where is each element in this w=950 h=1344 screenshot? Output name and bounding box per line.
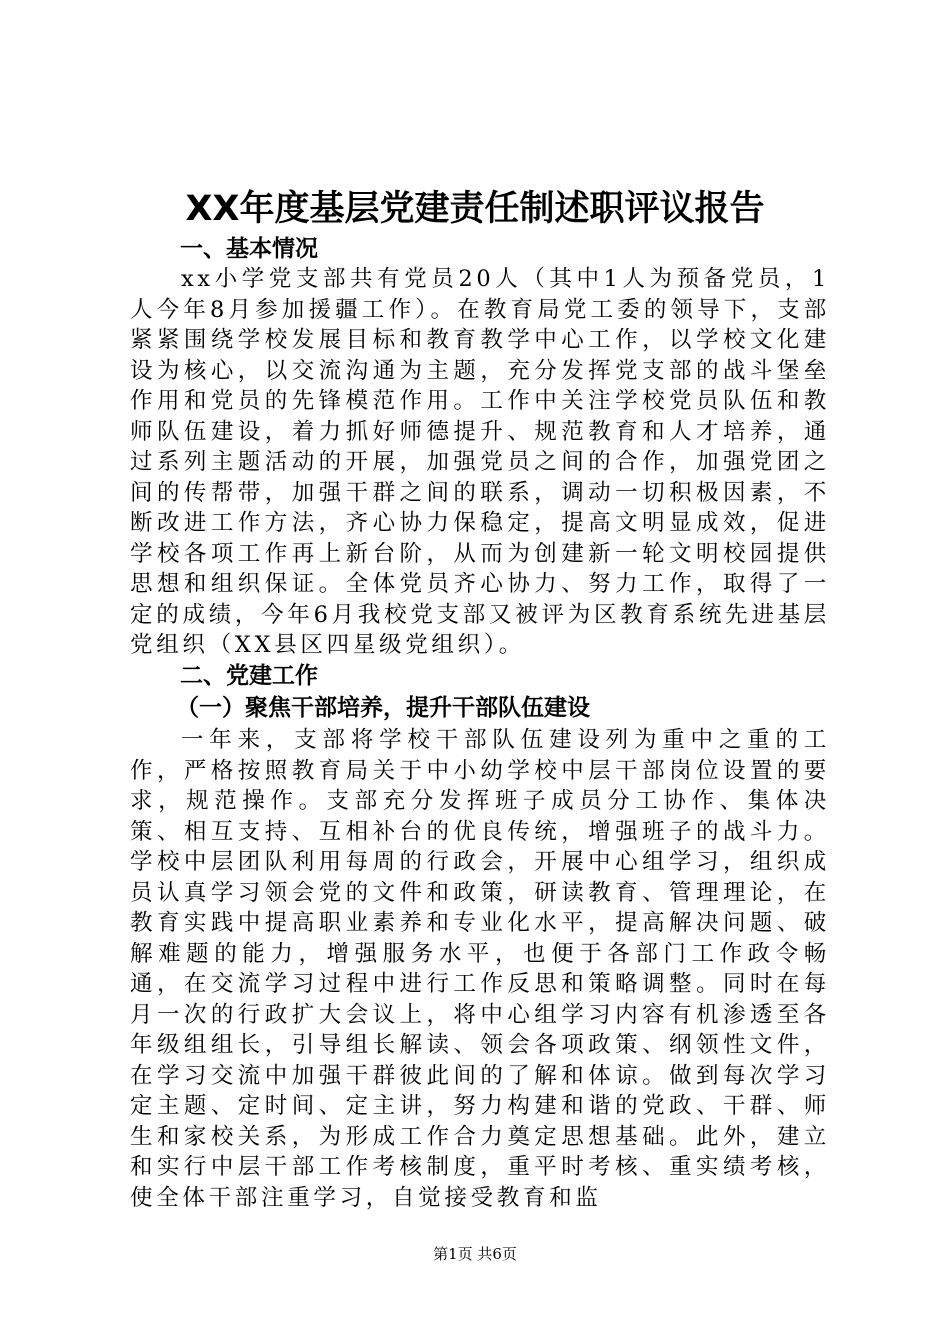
basic-info-paragraph: xx小学党支部共有党员20人（其中1人为预备党员，1人今年8月参加援疆工作）。在教育局党工委的领导下，支部紧紧围绕学校发展目标和教育教学中心工作，以学校文化建设为核心，以交流沟通为主题，充分发挥党支部的战斗堡垒作用和党员的先锋模范作用。工作中关注学校党员队伍和教师队伍建设，着力抓好师德提升、规范教育和人才培养，通过系列主题活动的开展，加强党员之间的合作，加强党团之间的传帮带，加强干群之间的联系，调动一切积极因素，不断改进工作方法，齐心协力保稳定，提高文明显成效，促进学校各项工作再上新台阶，从而为创建新一轮文明校园提供思想和组织保证。全体党员齐心协力、努力工作，取得了一定的成绩，今年6月我校党支部又被评为区教育系统先进基层党组织（XX县区四星级党组织）。 xyxy=(130,266,830,658)
section-heading-party-work: 二、党建工作 xyxy=(180,663,318,689)
subsection-heading-cadre-training: （一）聚焦干部培养，提升干部队伍建设 xyxy=(176,695,590,721)
section-heading-basic-info: 一、基本情况 xyxy=(180,236,318,262)
page-number-footer: 第1页 共6页 xyxy=(433,1245,517,1263)
document-title: XX年度基层党建责任制述职评议报告 xyxy=(185,189,765,229)
cadre-training-paragraph: 一年来，支部将学校干部队伍建设列为重中之重的工作，严格按照教育局关于中小幼学校中层干部岗位设置的要求，规范操作。支部充分发挥班子成员分工协作、集体决策、相互支持、互相补台的优良传统，增强班子的战斗力。学校中层团队利用每周的行政会，开展中心组学习，组织成员认真学习领会党的文件和政策，研读教育、管理理论，在教育实践中提高职业素养和专业化水平，提高解决问题、破解难题的能力，增强服务水平，也便于各部门工作政令畅通，在交流学习过程中进行工作反思和策略调整。同时在每月一次的行政扩大会议上，将中心组学习内容有机渗透至各年级组组长，引导组长解读、领会各项政策、纲领性文件，在学习交流中加强干群彼此间的了解和体谅。做到每次学习定主题、定时间、定主讲，努力构建和谐的党政、干群、师生和家校关系，为形成工作合力奠定思想基础。此外，建立和实行中层干部工作考核制度，重平时考核、重实绩考核，使全体干部注重学习，自觉接受教育和监 xyxy=(130,727,830,1211)
